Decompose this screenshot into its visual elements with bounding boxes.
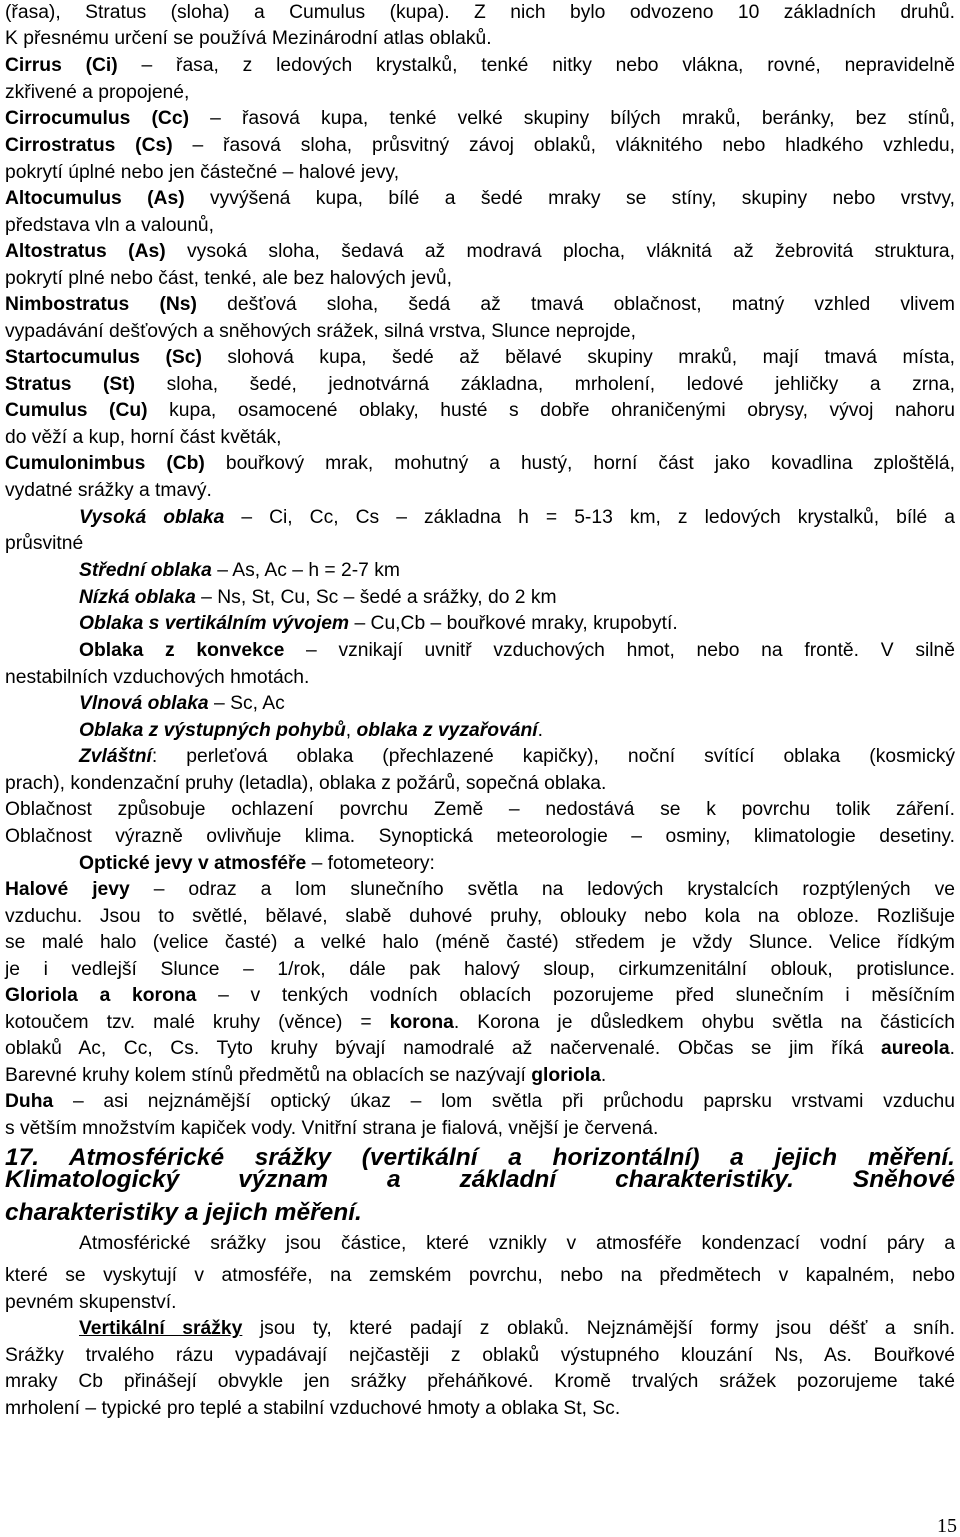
text-line — [5, 425, 955, 451]
line-text: – v tenkých vodních oblacích pozorujeme před slunečním i měsíčním — [196, 985, 955, 1006]
text-line — [79, 744, 955, 770]
line-text: mraky Cb přinášejí obvykle jen srážky přeháňkové. Kromě trvalých srážek pozorujeme také — [5, 1371, 955, 1392]
text-line — [79, 585, 955, 611]
line-text: – asi nejznámější optický úkaz – lom světla při průchodu paprsku vrstvami vzduchu — [53, 1091, 955, 1112]
emphasized-text: Optické jevy v atmosféře — [79, 853, 307, 874]
line-text: K přesnému určení se používá Mezinárodní atlas oblaků. — [5, 28, 492, 49]
line-text: – Ns, St, Cu, Sc – šedé a srážky, do 2 km — [195, 587, 557, 608]
line-text: . — [537, 720, 543, 741]
text-line — [5, 319, 955, 345]
text-line — [79, 638, 955, 664]
text-line — [5, 1290, 955, 1316]
text-line — [79, 691, 955, 717]
emphasized-text: Nízká oblaka — [79, 587, 196, 608]
line-text: se malé halo (velice časté) a velké halo (méně časté) středem je vždy Slunce. Velice řídkým — [5, 932, 955, 953]
emphasized-text: korona — [389, 1012, 454, 1033]
line-text: pokrytí úplné nebo jen částečné – halové jevy, — [5, 162, 400, 183]
line-text: průsvitné — [5, 533, 84, 554]
text-line — [5, 531, 955, 557]
text-line — [79, 505, 955, 531]
text-line — [5, 372, 955, 398]
text-line — [5, 1010, 955, 1036]
line-text: které se vyskytují v atmosféře, na zemském povrchu, nebo na předmětech v kapalném, nebo — [5, 1265, 955, 1286]
line-text: zkřivené a propojené, — [5, 82, 190, 103]
section-heading-line — [5, 1165, 955, 1195]
emphasized-text: aureola — [881, 1038, 950, 1059]
line-text: (řasa), Stratus (sloha) a Cumulus (kupa). Z nich bylo odvozeno 10 základních druhů. — [5, 2, 955, 23]
line-text: oblaků Ac, Cc, Cs. Tyto kruhy bývají namodralé až načervenalé. Občas se jim říká — [5, 1038, 882, 1059]
line-text: s větším množstvím kapiček vody. Vnitřní strana je fialová, vnější je červená. — [5, 1118, 659, 1139]
text-line — [5, 160, 955, 186]
line-text: nestabilních vzduchových hmotách. — [5, 667, 310, 688]
line-text: kotoučem tzv. malé kruhy (věnce) = — [5, 1012, 390, 1033]
text-line — [5, 239, 955, 265]
emphasized-text: Duha — [5, 1091, 54, 1112]
section-heading-line — [5, 1198, 955, 1228]
page-number: 15 — [937, 1515, 957, 1537]
line-text: – Ci, Cc, Cs – základna h = 5-13 km, z ledových krystalků, bílé a — [224, 507, 955, 528]
text-line — [5, 80, 955, 106]
line-text: kupa, osamocené oblaky, husté s dobře ohraničenými obrysy, vývoj nahoru — [147, 400, 955, 421]
line-text: představa vln a valounů, — [5, 215, 215, 236]
line-text: – fotometeory: — [306, 853, 435, 874]
line-text: . — [949, 1038, 955, 1059]
line-text: Atmosférické srážky jsou částice, které vznikly v atmosféře kondenzací vodní páry a — [79, 1233, 955, 1254]
text-line — [5, 1116, 955, 1142]
emphasized-text: Stratus (St) — [5, 374, 136, 395]
line-text: vydatné srážky a tmavý. — [5, 480, 212, 501]
emphasized-text: Oblaka s vertikálním vývojem — [79, 613, 350, 634]
emphasized-text: Startocumulus (Sc) — [5, 347, 202, 368]
line-text: Oblačnost způsobuje ochlazení povrchu Země – nedostává se k povrchu tolik záření. — [5, 799, 955, 820]
emphasized-text: Gloriola a korona — [5, 985, 197, 1006]
emphasized-text: Halové jevy — [5, 879, 130, 900]
line-text: Barevné kruhy kolem stínů předmětů na oblacích se nazývají — [5, 1065, 532, 1086]
text-line — [5, 797, 955, 823]
text-line — [5, 266, 955, 292]
text-line — [5, 877, 955, 903]
text-line — [5, 1396, 955, 1422]
text-line — [5, 1036, 955, 1062]
emphasized-text: gloriola — [531, 1065, 601, 1086]
emphasized-text: oblaka z vyzařování — [356, 720, 538, 741]
line-text: pokrytí plné nebo část, tenké, ale bez halových jevů, — [5, 268, 452, 289]
line-text: – řasová sloha, průsvitný závoj oblaků, vláknitého nebo hladkého vzhledu, — [172, 135, 955, 156]
line-text: . Korona je důsledkem ohybu světla na částicích — [453, 1012, 955, 1033]
text-line — [5, 771, 955, 797]
line-text: sloha, šedé, jednotvárná základna, mrholení, ledové jehličky a zrna, — [135, 374, 955, 395]
line-text: – Cu,Cb – bouřkové mraky, krupobytí. — [349, 613, 678, 634]
line-text: slohová kupa, šedé až bělavé skupiny mraků, mají tmavá místa, — [201, 347, 955, 368]
text-line — [5, 213, 955, 239]
emphasized-text: Cirrostratus (Cs) — [5, 135, 173, 156]
emphasized-text: Zvláštní — [79, 746, 152, 767]
line-text: Klimatologický význam a základní charakteristiky. Sněhové — [5, 1166, 955, 1193]
text-line — [5, 1369, 955, 1395]
text-line — [5, 53, 955, 79]
text-line — [5, 957, 955, 983]
text-line — [5, 1063, 955, 1089]
line-text: vysoká sloha, šedavá až modravá plocha, vláknitá až žebrovitá struktura, — [165, 241, 955, 262]
text-line — [79, 718, 955, 744]
line-text: do věží a kup, horní část květák, — [5, 427, 282, 448]
emphasized-text: Střední oblaka — [79, 560, 212, 581]
text-line — [5, 186, 955, 212]
line-text: – As, Ac – h = 2-7 km — [211, 560, 400, 581]
line-text: – Sc, Ac — [208, 693, 285, 714]
line-text: charakteristiky a jejich měření. — [5, 1199, 362, 1226]
emphasized-text: Altostratus (As) — [5, 241, 166, 262]
line-text: bouřkový mrak, mohutný a hustý, horní část jako kovadlina zploštělá, — [204, 453, 955, 474]
line-text: Oblačnost výrazně ovlivňuje klima. Synoptická meteorologie – osminy, klimatologie desetiny. — [5, 826, 955, 847]
text-line — [5, 904, 955, 930]
text-line — [5, 398, 955, 424]
emphasized-text: Cirrocumulus (Cc) — [5, 108, 189, 129]
line-text: 17. Atmosférické srážky (vertikální a horizontální) a jejich měření. — [5, 1144, 955, 1171]
text-line — [79, 851, 955, 877]
text-line — [5, 1263, 955, 1289]
line-text: . — [600, 1065, 607, 1086]
text-line — [5, 26, 955, 52]
text-line — [5, 292, 955, 318]
text-line — [5, 133, 955, 159]
text-line — [5, 478, 955, 504]
line-text: : perleťová oblaka (přechlazené kapičky), noční svítící oblaka (kosmický — [151, 746, 955, 767]
text-line — [5, 451, 955, 477]
line-text: – řasová kupa, tenké velké skupiny bílých mraků, beránky, bez stínů, — [188, 108, 955, 129]
text-line — [5, 824, 955, 850]
text-line — [5, 1343, 955, 1369]
emphasized-text: Vertikální srážky — [79, 1318, 243, 1339]
text-line — [5, 930, 955, 956]
emphasized-text: Cirrus (Ci) — [5, 55, 118, 76]
line-text: vzduchu. Jsou to světlé, bělavé, slabě duhové pruhy, oblouky nebo kola na obloze. Rozlišuje — [5, 906, 955, 927]
emphasized-text: Altocumulus (As) — [5, 188, 185, 209]
line-text: prach), kondenzační pruhy (letadla), oblaka z požárů, sopečná oblaka. — [5, 773, 607, 794]
line-text: dešťová sloha, šedá až tmavá oblačnost, matný vzhled vlivem — [196, 294, 955, 315]
text-line — [79, 611, 955, 637]
line-text: pevném skupenství. — [5, 1292, 177, 1313]
line-text: vyvýšená kupa, bílé a šedé mraky se stíny, skupiny nebo vrstvy, — [184, 188, 956, 209]
text-line — [79, 1316, 955, 1342]
text-line — [5, 345, 955, 371]
text-line — [5, 106, 955, 132]
line-text: , — [345, 720, 357, 741]
text-line — [5, 983, 955, 1009]
emphasized-text: Oblaka z konvekce — [79, 640, 285, 661]
line-text: Srážky trvalého rázu vypadávají nejčastěji z oblaků výstupného klouzání Ns, As. Bouřkové — [5, 1345, 955, 1366]
emphasized-text: Vysoká oblaka — [79, 507, 225, 528]
emphasized-text: Vlnová oblaka — [79, 693, 209, 714]
text-line — [5, 1089, 955, 1115]
text-line — [79, 1231, 955, 1257]
text-line — [5, 665, 955, 691]
line-text: je i vedlejší Slunce – 1/rok, dále pak halový sloup, cirkumzenitální oblouk, protislunce. — [5, 959, 955, 980]
text-line — [5, 0, 955, 26]
emphasized-text: Cumulus (Cu) — [5, 400, 148, 421]
emphasized-text: Oblaka z výstupných pohybů — [79, 720, 346, 741]
text-line — [79, 558, 955, 584]
line-text: – odraz a lom slunečního světla na ledových krystalcích rozptýlených ve — [129, 879, 955, 900]
line-text: jsou ty, které padají z oblaků. Nejznámější formy jsou déšť a sníh. — [242, 1318, 956, 1339]
emphasized-text: Nimbostratus (Ns) — [5, 294, 197, 315]
line-text: mrholení – typické pro teplé a stabilní vzduchové hmoty a oblaka St, Sc. — [5, 1398, 621, 1419]
emphasized-text: Cumulonimbus (Cb) — [5, 453, 205, 474]
line-text: – vznikají uvnitř vzduchových hmot, nebo na frontě. V silně — [284, 640, 955, 661]
line-text: – řasa, z ledových krystalků, tenké nitky nebo vlákna, rovné, nepravidelně — [117, 55, 955, 76]
line-text: vypadávání dešťových a sněhových srážek, silná vrstva, Slunce neprojde, — [5, 321, 636, 342]
